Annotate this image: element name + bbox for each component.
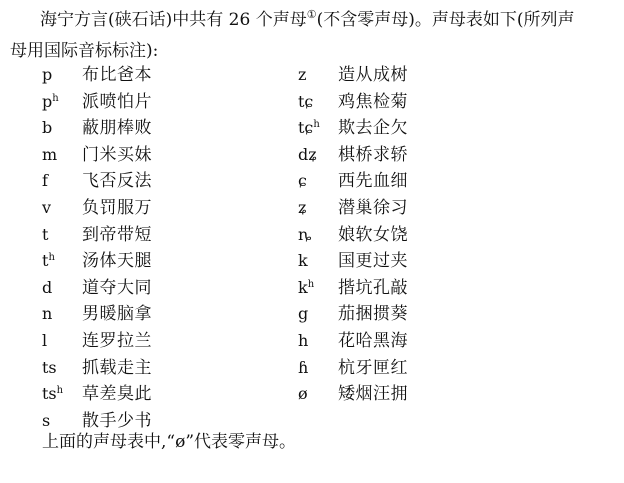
ipa-symbol (42, 222, 82, 249)
example-characters: 布比爸本 (82, 65, 152, 85)
example-characters: 花哈黑海 (338, 330, 408, 351)
example-characters: 矮烟汪拥 (338, 384, 408, 405)
ipa-base: ɦ (298, 357, 309, 377)
ipa-symbol (42, 355, 82, 382)
ipa-base: k (298, 251, 308, 271)
example-characters: 抓载走主 (82, 357, 152, 378)
ipa-base: h (298, 330, 309, 350)
example-characters: 造从成树 (338, 65, 408, 85)
example-characters: 负罚服万 (82, 197, 152, 218)
example-characters: 到帝带短 (82, 224, 152, 245)
footnote-marker[interactable]: ① (306, 8, 317, 21)
aspiration-mark: h (307, 278, 315, 290)
example-characters: 连罗拉兰 (82, 330, 152, 351)
ipa-base: g (298, 304, 309, 324)
ipa-symbol (42, 168, 82, 195)
ipa-symbol (298, 62, 338, 89)
ipa-symbol (298, 222, 338, 249)
ipa-symbol (298, 142, 338, 169)
ipa-base: b (42, 118, 53, 138)
example-characters: 揩坑孔敲 (338, 277, 408, 298)
intro-paragraph (10, 5, 614, 67)
ipa-symbol (298, 355, 338, 382)
ipa-symbol (42, 381, 82, 408)
ipa-base: v (42, 197, 52, 217)
ipa-base: ts (42, 384, 57, 404)
ipa-base: f (42, 171, 48, 191)
ipa-base: k (298, 277, 308, 297)
ipa-symbol (42, 248, 82, 275)
example-characters: 飞否反法 (82, 171, 152, 192)
ipa-symbol (298, 328, 338, 355)
ipa-base: m (42, 144, 58, 164)
example-characters: 散手少书 (82, 410, 152, 431)
ipa-symbol (298, 195, 338, 222)
ipa-symbol (298, 248, 338, 275)
example-characters: 门米买妹 (82, 144, 152, 165)
ipa-symbol (42, 275, 82, 302)
ipa-base: l (42, 330, 48, 350)
aspiration-mark: h (48, 252, 55, 264)
ipa-base: t (42, 224, 49, 244)
example-characters: 娘软女饶 (338, 224, 408, 245)
aspiration-mark: h (313, 119, 320, 131)
example-characters: 棋桥求轿 (338, 144, 408, 165)
example-characters: 草差臭此 (82, 384, 152, 405)
example-characters: 潜巢徐习 (338, 197, 408, 218)
example-characters: 派喷怕片 (82, 91, 152, 112)
ipa-base: tɕ (298, 91, 314, 111)
ipa-base: d (42, 277, 53, 297)
ipa-base: n (42, 304, 53, 324)
example-characters: 汤体天腿 (82, 251, 152, 272)
ipa-base: s (42, 410, 51, 430)
footer-note: 上面的声母表中,“ø”代表零声母。 (42, 432, 297, 452)
ipa-symbol (298, 301, 338, 328)
intro-text-part1: 海宁方言(硖石话)中共有 26 个声母 (40, 10, 307, 30)
aspiration-mark: h (52, 92, 59, 104)
ipa-base: p (42, 65, 53, 84)
ipa-symbol (42, 195, 82, 222)
intro-line-2: 母用国际音标标注): (10, 41, 159, 61)
ipa-symbol (42, 301, 82, 328)
ipa-symbol (42, 89, 82, 116)
ipa-base: ts (42, 357, 57, 377)
ipa-base: z (298, 65, 307, 84)
example-characters: 鸡焦检菊 (338, 91, 408, 112)
aspiration-mark: h (56, 385, 64, 397)
ipa-base: p (42, 91, 53, 111)
example-characters: 国更过夹 (338, 251, 408, 272)
ipa-base: tɕ (298, 118, 314, 138)
ipa-base: ɕ (298, 171, 307, 191)
example-characters: 西先血细 (338, 171, 408, 192)
ipa-symbol (298, 89, 338, 116)
example-characters: 杭牙匣红 (338, 357, 408, 378)
ipa-symbol (42, 328, 82, 355)
ipa-symbol (42, 115, 82, 142)
ipa-symbol (298, 275, 338, 302)
ipa-symbol (298, 115, 338, 142)
example-characters: 蔽朋棒败 (82, 118, 152, 139)
example-characters: 欺去企欠 (338, 118, 408, 139)
ipa-symbol (298, 168, 338, 195)
intro-text-part2: (不含零声母)。声母表如下(所列声 (316, 10, 575, 30)
intro-line-1 (10, 5, 614, 36)
ipa-base: dʑ (298, 144, 318, 164)
ipa-base: ʑ (298, 197, 307, 217)
ipa-symbol (298, 381, 338, 408)
ipa-base: ø (298, 384, 308, 404)
example-characters: 道夺大同 (82, 277, 152, 298)
ipa-base: ȵ (298, 224, 312, 244)
example-characters: 男暖脑拿 (82, 304, 152, 325)
ipa-symbol (42, 142, 82, 169)
ipa-symbol (42, 62, 82, 89)
ipa-base: t (42, 251, 49, 271)
example-characters: 茄捆掼葵 (338, 304, 408, 325)
